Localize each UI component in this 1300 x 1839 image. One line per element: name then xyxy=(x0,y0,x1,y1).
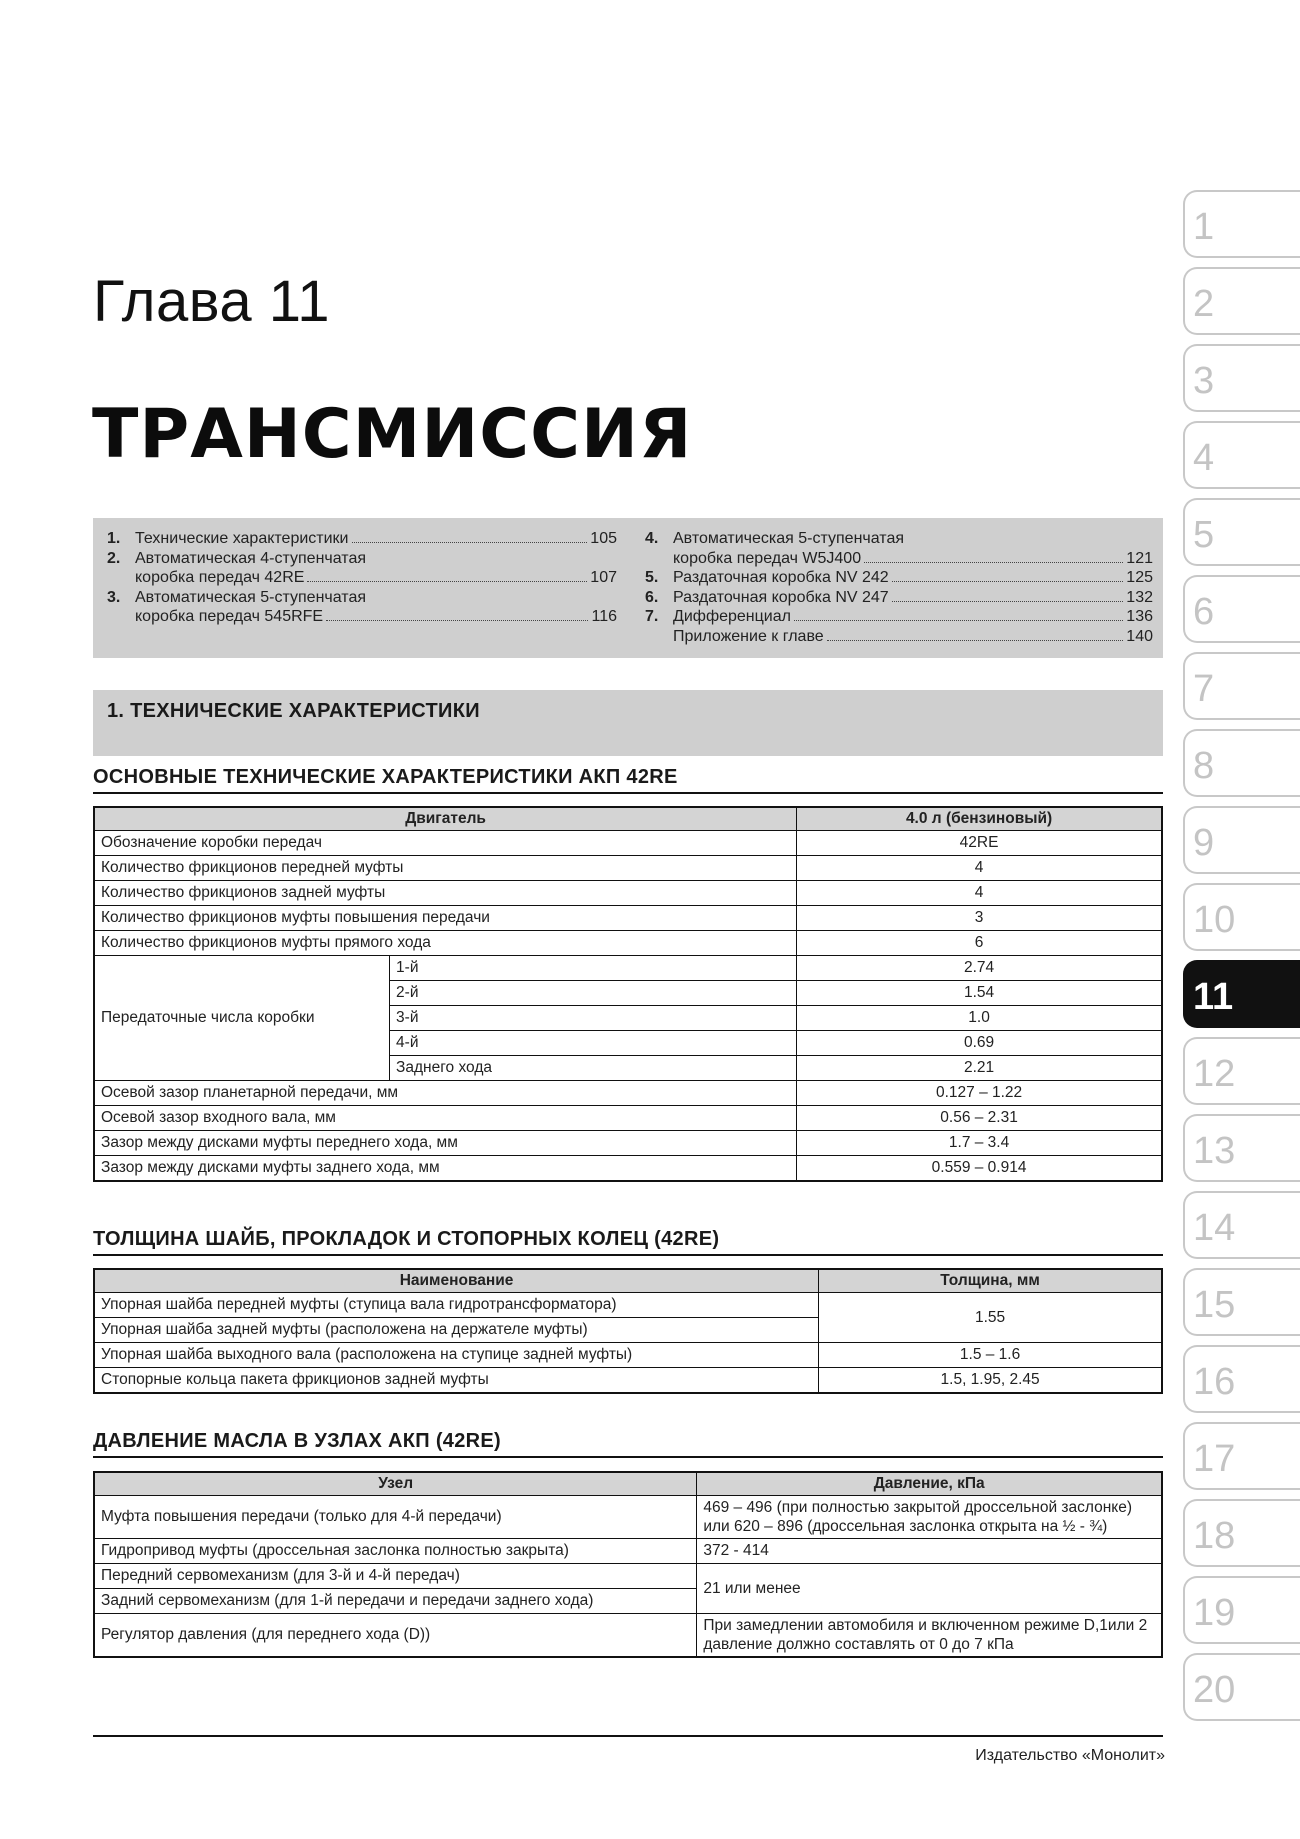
chapter-tab-label: 12 xyxy=(1193,1053,1236,1095)
toc-entry-text xyxy=(673,588,1153,608)
toc-entry-label: коробка передач 42RE xyxy=(135,569,305,586)
chapter-tab-17[interactable] xyxy=(1183,1422,1300,1490)
column-header: 4.0 л (бензиновый) xyxy=(797,807,1162,831)
table-row xyxy=(94,881,1162,906)
toc-page-number: 132 xyxy=(1126,588,1153,606)
chapter-tab-label: 19 xyxy=(1193,1592,1236,1634)
table-cell: 4 xyxy=(797,881,1162,906)
toc-entry-label: Приложение к главе xyxy=(673,627,824,645)
chapter-tab-label: 6 xyxy=(1193,591,1215,633)
table-row xyxy=(94,931,1162,956)
toc-entry xyxy=(645,529,1153,549)
column-header: Наименование xyxy=(94,1269,819,1293)
toc-leader-dots xyxy=(892,581,1124,582)
chapter-tab-label: 15 xyxy=(1193,1284,1236,1326)
table-cell: 3 xyxy=(797,906,1162,931)
column-header: Толщина, мм xyxy=(819,1269,1162,1293)
toc-entry-label: коробка передач W5J400 xyxy=(673,549,862,567)
toc-page-number: 116 xyxy=(591,608,617,625)
table-header-row xyxy=(94,807,1162,831)
table-row xyxy=(94,1539,1162,1564)
section-header xyxy=(93,690,1163,756)
chapter-tab-15[interactable] xyxy=(1183,1268,1300,1336)
toc-entry-text xyxy=(135,568,617,588)
table-row xyxy=(94,1564,1162,1589)
chapter-tab-9[interactable] xyxy=(1183,806,1300,874)
toc-entry-label: Раздаточная коробка NV 247 xyxy=(673,588,889,606)
chapter-tab-label: 20 xyxy=(1193,1669,1236,1711)
toc-entry-label: коробка передач 545RFE xyxy=(135,608,324,625)
table-row xyxy=(94,1343,1162,1368)
column-header: Узел xyxy=(94,1472,697,1496)
toc-entry-number: 7. xyxy=(645,608,659,625)
chapter-tab-label: 18 xyxy=(1193,1515,1236,1557)
chapter-tab-label: 17 xyxy=(1193,1438,1236,1480)
toc-page-number: 140 xyxy=(1126,627,1153,645)
table-cell: 0.69 xyxy=(797,1031,1162,1056)
toc-entry-text xyxy=(135,549,617,569)
chapter-tab-18[interactable] xyxy=(1183,1499,1300,1567)
toc-entry-text xyxy=(673,549,1153,569)
table-row xyxy=(94,1081,1162,1106)
table-cell: Осевой зазор планетарной передачи, мм xyxy=(94,1081,797,1106)
chapter-tab-label: 8 xyxy=(1193,745,1215,787)
chapter-tab-label: 9 xyxy=(1193,822,1215,864)
chapter-tab-8[interactable] xyxy=(1183,729,1300,797)
table-cell: 1.0 xyxy=(797,1006,1162,1031)
table-row xyxy=(94,831,1162,856)
table-cell: Зазор между дисками муфты переднего хода, мм xyxy=(94,1131,797,1156)
table-cell: 0.56 – 2.31 xyxy=(797,1106,1162,1131)
toc-entry-text xyxy=(135,607,617,627)
chapter-tab-20[interactable] xyxy=(1183,1653,1300,1721)
chapter-tab-6[interactable] xyxy=(1183,575,1300,643)
footer-divider xyxy=(93,1735,1163,1737)
chapter-tab-4[interactable] xyxy=(1183,421,1300,489)
toc-leader-dots xyxy=(864,562,1123,563)
table-cell: Зазор между дисками муфты заднего хода, мм xyxy=(94,1156,797,1182)
table-cell: 1.5, 1.95, 2.45 xyxy=(819,1368,1162,1394)
table-cell: 1.5 – 1.6 xyxy=(819,1343,1162,1368)
table-row xyxy=(94,1131,1162,1156)
chapter-tab-label: 11 xyxy=(1193,976,1234,1018)
chapter-tab-7[interactable] xyxy=(1183,652,1300,720)
table1-heading: ОСНОВНЫЕ ТЕХНИЧЕСКИЕ ХАРАКТЕРИСТИКИ АКП 42RE xyxy=(93,766,1163,794)
table-cell: 6 xyxy=(797,931,1162,956)
publisher-footer: Издательство «Монолит» xyxy=(975,1747,1165,1764)
toc-leader-dots xyxy=(352,542,588,543)
table-header-row xyxy=(94,1472,1162,1496)
table-cell: 1-й xyxy=(390,956,797,981)
table-cell: 4-й xyxy=(390,1031,797,1056)
chapter-tab-label: 1 xyxy=(1193,206,1215,248)
table-cell: 21 или менее xyxy=(697,1564,1162,1614)
chapter-tab-16[interactable] xyxy=(1183,1345,1300,1413)
toc-entry-number: 4. xyxy=(645,530,659,547)
toc-entry-label: Автоматическая 5-ступенчатая xyxy=(673,530,904,547)
table-cell: Заднего хода xyxy=(390,1056,797,1081)
toc-leader-dots xyxy=(827,640,1124,641)
table-header-row xyxy=(94,1269,1162,1293)
table-cell: Количество фрикционов передней муфты xyxy=(94,856,797,881)
chapter-tab-11[interactable] xyxy=(1183,960,1300,1028)
chapter-label: Глава 11 xyxy=(93,269,330,334)
toc-entry-number xyxy=(107,607,135,627)
table-cell: Задний сервомеханизм (для 1-й передачи и передачи заднего хода) xyxy=(94,1589,697,1614)
toc-page-number: 107 xyxy=(590,569,617,586)
chapter-tab-10[interactable] xyxy=(1183,883,1300,951)
toc-entry-label: Автоматическая 4-ступенчатая xyxy=(135,549,366,567)
toc-entry-text xyxy=(135,529,617,549)
chapter-tab-1[interactable] xyxy=(1183,190,1300,258)
toc-entry-label: Технические характеристики xyxy=(135,530,349,547)
toc-page-number: 136 xyxy=(1126,608,1153,625)
table-cell: 2.74 xyxy=(797,956,1162,981)
chapter-tab-label: 14 xyxy=(1193,1207,1236,1249)
table-cell: Осевой зазор входного вала, мм xyxy=(94,1106,797,1131)
chapter-tab-19[interactable] xyxy=(1183,1576,1300,1644)
toc-page-number: 125 xyxy=(1126,569,1153,586)
table-row xyxy=(94,1293,1162,1318)
table-cell: 1.54 xyxy=(797,981,1162,1006)
table-of-contents xyxy=(93,518,1163,658)
chapter-title: ТРАНСМИССИЯ xyxy=(92,395,693,474)
toc-leader-dots xyxy=(794,620,1123,621)
chapter-tab-13[interactable] xyxy=(1183,1114,1300,1182)
toc-entry-label: Раздаточная коробка NV 242 xyxy=(673,569,889,586)
column-header: Давление, кПа xyxy=(697,1472,1162,1496)
toc-entry xyxy=(645,588,1153,608)
table-cell: Упорная шайба передней муфты (ступица вала гидротрансформатора) xyxy=(94,1293,819,1318)
table-cell: Упорная шайба выходного вала (расположена на ступице задней муфты) xyxy=(94,1343,819,1368)
chapter-tab-label: 4 xyxy=(1193,437,1215,479)
chapter-tab-label: 3 xyxy=(1193,360,1215,402)
table-row xyxy=(94,1156,1162,1182)
toc-entry xyxy=(645,568,1153,588)
table-cell: 3-й xyxy=(390,1006,797,1031)
table-row xyxy=(94,1106,1162,1131)
table-cell: 4 xyxy=(797,856,1162,881)
table-cell: Передний сервомеханизм (для 3-й и 4-й передач) xyxy=(94,1564,697,1589)
table-cell: 42RE xyxy=(797,831,1162,856)
table-row xyxy=(94,956,1162,981)
table-cell: 1.55 xyxy=(819,1293,1162,1343)
toc-leader-dots xyxy=(892,601,1124,602)
chapter-tab-5[interactable] xyxy=(1183,498,1300,566)
table-cell: 2.21 xyxy=(797,1056,1162,1081)
toc-entry xyxy=(107,549,617,569)
toc-entry-number: 5. xyxy=(645,569,659,586)
table-cell: При замедлении автомобиля и включенном режиме D,1или 2 давление должно составлять от 0 до 7 кПа xyxy=(697,1614,1162,1658)
specs-table xyxy=(93,806,1163,1182)
toc-entry-number xyxy=(107,568,135,588)
table-cell: Обозначение коробки передач xyxy=(94,831,797,856)
toc-entry xyxy=(107,588,617,608)
table-cell: Количество фрикционов муфты прямого хода xyxy=(94,931,797,956)
chapter-tab-2[interactable] xyxy=(1183,267,1300,335)
toc-entry-text xyxy=(673,627,1153,647)
toc-page-number: 105 xyxy=(590,530,617,547)
toc-entry xyxy=(645,549,1153,569)
toc-entry-text xyxy=(673,529,1153,549)
toc-entry-label: Автоматическая 5-ступенчатая xyxy=(135,588,366,606)
toc-entry-text xyxy=(673,568,1153,588)
table-row xyxy=(94,906,1162,931)
table-cell: 0.559 – 0.914 xyxy=(797,1156,1162,1182)
table-cell: 0.127 – 1.22 xyxy=(797,1081,1162,1106)
toc-entry-text xyxy=(673,607,1153,627)
toc-entry-number: 1. xyxy=(107,530,121,547)
table-cell: 469 – 496 (при полностью закрытой дроссельной заслонке) или 620 – 896 (дроссельная заслонка открыта на ½ - ¾) xyxy=(697,1496,1162,1539)
thickness-table xyxy=(93,1268,1163,1394)
chapter-tab-label: 5 xyxy=(1193,514,1215,556)
chapter-tab-label: 10 xyxy=(1193,899,1236,941)
chapter-tab-3[interactable] xyxy=(1183,344,1300,412)
table2-heading: ТОЛЩИНА ШАЙБ, ПРОКЛАДОК И СТОПОРНЫХ КОЛЕЦ (42RE) xyxy=(93,1228,1163,1256)
chapter-tab-label: 16 xyxy=(1193,1361,1236,1403)
table-row xyxy=(94,1496,1162,1539)
toc-entry-number: 2. xyxy=(107,549,121,567)
table-cell: 372 - 414 xyxy=(697,1539,1162,1564)
toc-entry-number: 3. xyxy=(107,588,121,606)
toc-entry-text xyxy=(135,588,617,608)
table-cell: 1.7 – 3.4 xyxy=(797,1131,1162,1156)
table-cell: Гидропривод муфты (дроссельная заслонка полностью закрыта) xyxy=(94,1539,697,1564)
toc-entry xyxy=(107,529,617,549)
chapter-tab-label: 7 xyxy=(1193,668,1215,710)
pressure-table xyxy=(93,1471,1163,1658)
toc-column-right xyxy=(645,529,1153,646)
column-header: Двигатель xyxy=(94,807,797,831)
table-cell: Упорная шайба задней муфты (расположена на держателе муфты) xyxy=(94,1318,819,1343)
table-cell: 2-й xyxy=(390,981,797,1006)
toc-leader-dots xyxy=(307,581,587,582)
toc-entry-number: 6. xyxy=(645,588,659,606)
chapter-tab-label: 13 xyxy=(1193,1130,1236,1172)
toc-page-number: 121 xyxy=(1126,549,1153,567)
table-cell: Количество фрикционов муфты повышения передачи xyxy=(94,906,797,931)
table-cell: Передаточные числа коробки xyxy=(94,956,390,1081)
toc-entry-label: Дифференциал xyxy=(673,608,791,625)
toc-entry xyxy=(645,627,1153,647)
table-row xyxy=(94,1368,1162,1394)
table3-heading: ДАВЛЕНИЕ МАСЛА В УЗЛАХ АКП (42RE) xyxy=(93,1430,1163,1458)
section-title: 1. ТЕХНИЧЕСКИЕ ХАРАКТЕРИСТИКИ xyxy=(107,700,480,722)
toc-entry-number xyxy=(645,549,673,569)
toc-entry xyxy=(107,607,617,627)
toc-entry-number xyxy=(645,627,673,647)
toc-leader-dots xyxy=(326,620,588,621)
toc-column-left xyxy=(107,529,617,627)
table-row xyxy=(94,856,1162,881)
toc-entry xyxy=(107,568,617,588)
table-cell: Регулятор давления (для переднего хода (D)) xyxy=(94,1614,697,1658)
table-cell: Муфта повышения передачи (только для 4-й передачи) xyxy=(94,1496,697,1539)
chapter-tab-label: 2 xyxy=(1193,283,1215,325)
table-row xyxy=(94,1614,1162,1658)
chapter-tab-14[interactable] xyxy=(1183,1191,1300,1259)
chapter-tab-12[interactable] xyxy=(1183,1037,1300,1105)
table-cell: Стопорные кольца пакета фрикционов задней муфты xyxy=(94,1368,819,1394)
toc-entry xyxy=(645,607,1153,627)
table-cell: Количество фрикционов задней муфты xyxy=(94,881,797,906)
